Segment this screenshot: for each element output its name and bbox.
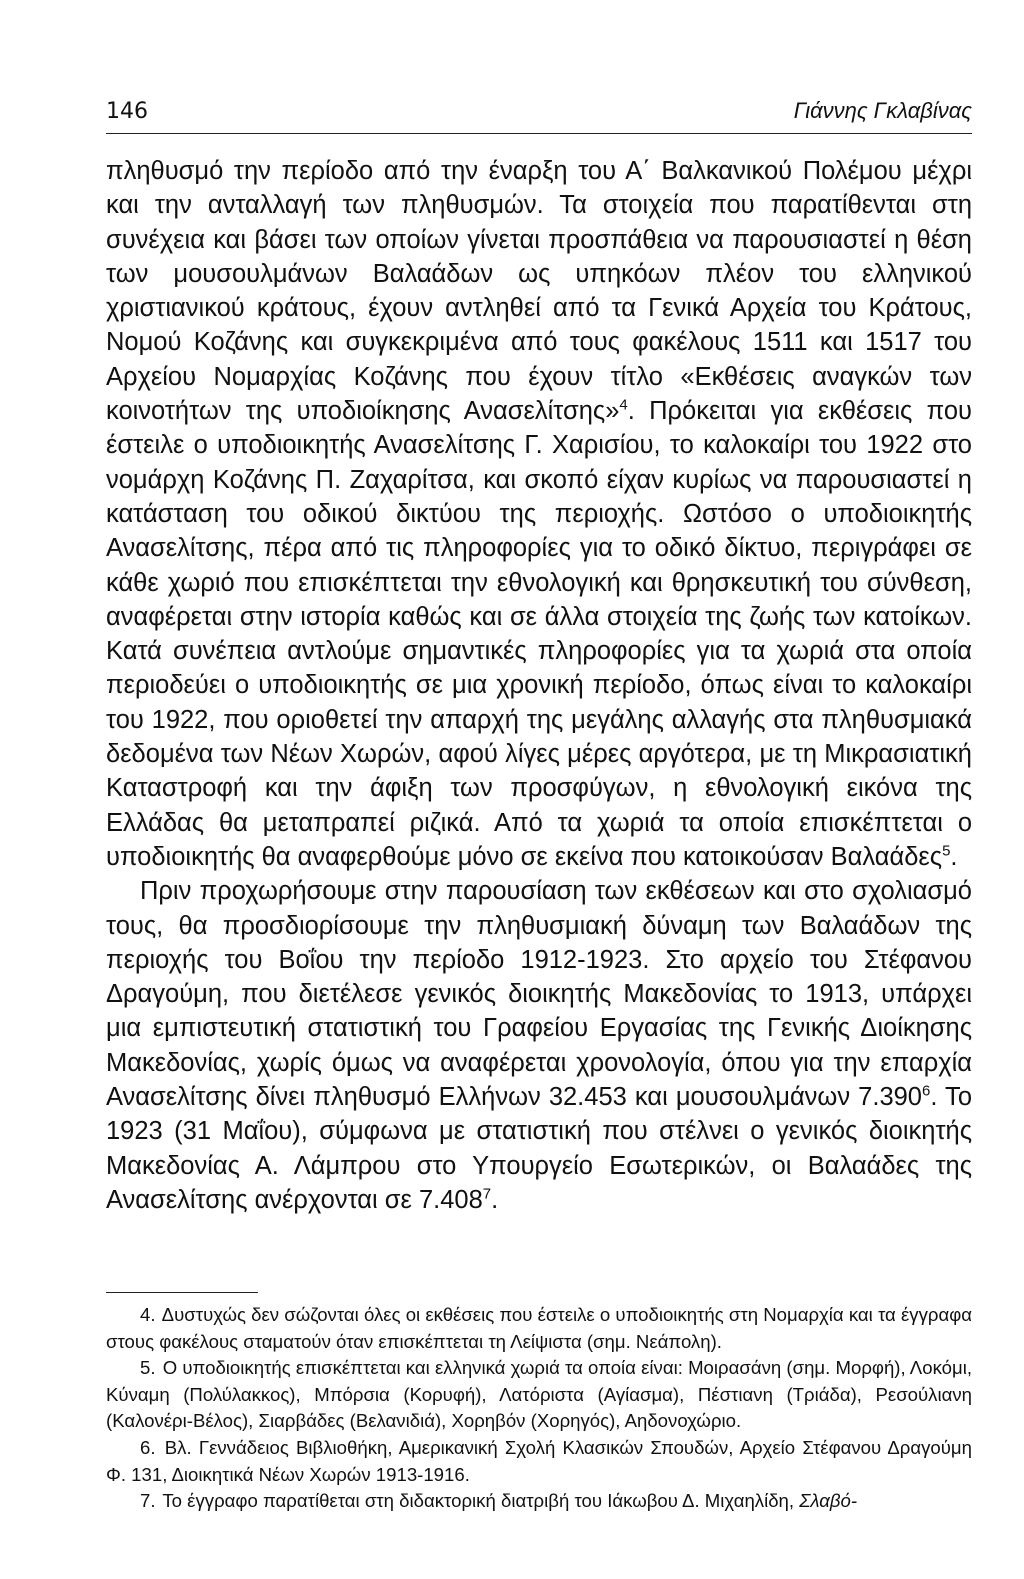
footnote-rule [106,1292,258,1293]
paragraph-2-text-b: . Το 1923 (31 Μαΐου), σύμφωνα με στατιστική που στέλνει ο γενικός διοικητής Μακεδονίας Α. Λάμπρου στο Υπουργείο Εσωτερικών, οι Βαλαάδες της Ανασελίτσης ανέρχονται σε 7.408 [106,1083,973,1214]
header-rule [106,133,972,134]
footnote-7-text: Το έγγραφο παρατίθεται στη διδακτορική διατριβή του Ιάκωβου Δ. Μιχαηλίδη, [162,1490,800,1512]
footnote-ref-4: 4 [619,396,628,414]
footnote-6-text: Βλ. Γεννάδειος Βιβλιοθήκη, Αμερικανική Σχολή Κλασικών Σπουδών, Αρχείο Στέφανου Δραγούμη Φ. 131, Διοικητικά Νέων Χωρών 1913-1916. [106,1436,972,1485]
paragraph-1 [106,154,972,874]
running-header [106,98,972,124]
running-author: Γιάννης Γκλαβίνας [793,98,972,123]
footnote-ref-6: 6 [922,1082,931,1100]
footnote-5-number: 5. [140,1357,156,1379]
footnote-4 [106,1302,972,1355]
footnote-7-italic: Σλαβό- [799,1490,858,1512]
page-number: 146 [106,99,148,124]
paragraph-1-text-b: . Πρόκειται για εκθέσεις που έστειλε ο υποδιοικητής Ανασελίτσης Γ. Χαρισίου, το καλοκαίρι του 1922 στο νομάρχη Κοζάνης Π. Ζαχαρίτσα, και σκοπό είχαν κυρίως να παρουσιαστεί η κατάσταση του οδικού δικτύου της περιοχής. Ωστόσο ο υποδιοικητής Ανασελίτσης, πέρα από τις πληροφορίες για το οδικό δίκτυο, περιγράφει σε κάθε χωριό που επισκέπτεται την εθνολογική και θρησκευτική του σύνθεση, αναφέρεται στην ιστορία καθώς και σε άλλα στοιχεία της ζωής των κατοίκων. Κατά συνέπεια αντλούμε σημαντικές πληροφορίες για τα χωριά στα οποία περιοδεύει ο υποδιοικητής σε μια χρονική περίοδο, όπως είναι το καλοκαίρι του 1922, που οριοθετεί την απαρχή της μεγάλης αλλαγής στα πληθυσμιακά δεδομένα των Νέων Χωρών, αφού λίγες μέρες αργότερα, με τη Μικρασιατική Καταστροφή και την άφιξη των προσφύγων, η εθνολογική εικόνα της Ελλάδας θα μεταπραπεί ριζικά. Από τα χωριά τα οποία επισκέπτεται ο υποδιοικητής θα αναφερθούμε μόνο σε εκείνα που κατοικούσαν Βαλαάδες [106,397,972,871]
footnote-5 [106,1355,972,1435]
footnote-7-number: 7. [140,1490,156,1512]
paragraph-2 [106,874,972,1217]
footnotes [106,1302,972,1515]
paragraph-2-text-c: . [491,1185,499,1214]
footnote-6-number: 6. [140,1436,156,1458]
footnote-5-text: Ο υποδιοικητής επισκέπτεται και ελληνικά χωριά τα οποία είναι: Μοιρασάνη (σημ. Μορφή), Λοκόμι, Κύναμη (Πολύλακκος), Μπόρσια (Κορυφή), Λατόριστα (Αγίασμα), Πέστιανη (Τριάδα), Ρεσούλιανη (Καλονέρι-Βέλος), Σιαρβάδες (Βελανιδιά), Χορηβόν (Χορηγός), Αηδονοχώριο. [106,1357,972,1432]
paragraph-2-text-a: Πριν προχωρήσουμε στην παρουσίαση των εκθέσεων και στο σχολιασμό τους, θα προσδιορίσουμε την πληθυσμιακή δύναμη των Βαλαάδων της περιοχής του Βοΐου την περίοδο 1912-1923. Στο αρχείο του Στέφανου Δραγούμη, που διετέλεσε γενικός διοικητής Μακεδονίας το 1913, υπάρχει μια εμπιστευτική στατιστική του Γραφείου Εργασίας της Γενικής Διοίκησης Μακεδονίας, χωρίς όμως να αναφέρεται χρονολογία, όπου για την επαρχία Ανασελίτσης δίνει πληθυσμό Ελλήνων 32.453 και μουσουλμάνων 7.390 [106,877,972,1112]
footnote-ref-5: 5 [942,842,951,860]
paragraph-1-text-a: πληθυσμό την περίοδο από την έναρξη του Α΄ Βαλκανικού Πολέμου μέχρι και την ανταλλαγή των πληθυσμών. Τα στοιχεία που παρατίθενται στη συνέχεια και βάσει των οποίων γίνεται προσπάθεια να παρουσιαστεί η θέση των μουσουλμάνων Βαλαάδων ως υπηκόων πλέον του ελληνικού χριστιανικού κράτους, έχουν αντληθεί από τα Γενικά Αρχεία του Κράτους, Νομού Κοζάνης και συγκεκριμένα από τους φακέλους 1511 και 1517 του Αρχείου Νομαρχίας Κοζάνης που έχουν τίτλο «Εκθέσεις αναγκών των κοινοτήτων της υποδιοίκησης Ανασελίτσης» [106,157,972,426]
footnote-ref-7: 7 [482,1185,492,1203]
main-text [106,154,972,1217]
paragraph-1-text-c: . [950,842,958,871]
footnote-7 [106,1488,972,1515]
footnote-4-number: 4. [140,1304,156,1325]
footnote-4-text: Δυστυχώς δεν σώζονται όλες οι εκθέσεις που έστειλε ο υποδιοικητής στη Νομαρχία και τα έγγραφα στους φακέλους σταματούν όταν επισκέπτεται τη Λείψιστα (σημ. Νεάπολη). [106,1304,972,1352]
footnote-6 [106,1435,972,1488]
